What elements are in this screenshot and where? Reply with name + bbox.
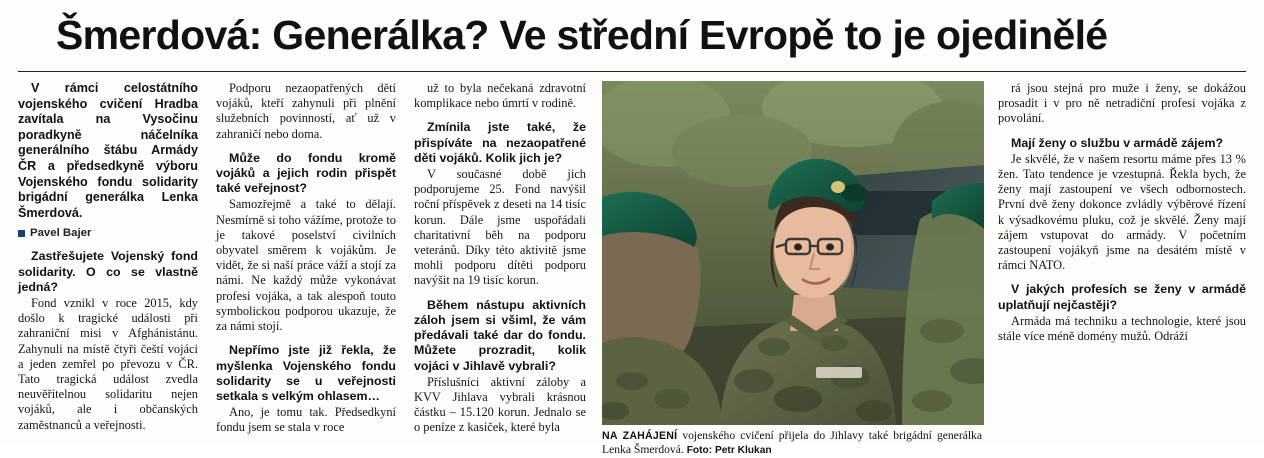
- question-heading: Zastřešujete Vojenský fond solidarity. O co se vlastně jedná?: [18, 249, 198, 294]
- question-heading: Nepřímo jste již řekla, že myšlenka Vojenského fondu solidarity se u veřejnosti setkala s velkým ohlasem…: [216, 343, 396, 403]
- question-heading: Během nástupu aktivních záloh jsem si všiml, že vám předávali také dar do fondu. Můžete prozradit, kolik vojáci v Jihlavě vybrali?: [414, 297, 586, 373]
- caption-text: vojenského cvičení přijela do Jihlavy také brigádní generálka Lenka Šmerdová.: [602, 429, 982, 457]
- answer-paragraph: Příslušníci aktivní záloby a KVV Jihlava vybrali krásnou částku – 15.120 korun. Jednalo se o peníze z kasiček, které byla: [414, 374, 586, 435]
- photo-credit: Foto: Petr Klukan: [686, 445, 772, 457]
- caption-label: NA ZAHÁJENÍ: [602, 430, 678, 443]
- photo-brigadier-general: [602, 81, 984, 425]
- byline: [18, 227, 198, 239]
- bullet-square-icon: [18, 230, 25, 237]
- answer-paragraph: Je skvělé, že v našem resortu máme přes 13 % žen. Tato tendence je vzestupná. Řekla bych, že ženy mají zastoupení ve všech odbornostech. První dvě ženy dokonce zvládly výběrové řízení k výsadkovému pluku, což je skvělé. Ženy mají zájem vstupovat do armády. V početním zastoupení vojákyň jsme na desátém místě v rámci NATO.: [998, 151, 1246, 273]
- answer-paragraph: Samozřejmě a také to dělají. Nesmírně si toho vážíme, protože to je takové poselství civilních obyvatel směrem k vojákům. Je vidět, že si naší práce váží a stojí za námi. Ne každý může vykonávat profesi vojáka, a tak alespoň touto symbolickou podporou ukazuje, že za námi stojí.: [216, 197, 396, 334]
- column-2: [212, 81, 410, 443]
- column-4-photo: [600, 81, 990, 457]
- answer-paragraph: Fond vznikl v roce 2015, kdy došlo k tragické události při zahraniční misi v Afghánistánu. Zahynuli na místě čtyři čeští vojáci a jeden zemřel po převozu v ČR. Tato tragická událost zvedla neuvěřitelnou solidaritu nejen vojáků, ale i občanských zaměstnanců a veřejnosti.: [18, 296, 198, 432]
- page-title: Šmerdová: Generálka? Ve střední Evropě to je ojedinělé: [56, 12, 1108, 58]
- answer-paragraph: Armáda má techniku a technologie, které jsou stále více méně domény mužů. Odráží: [998, 313, 1246, 344]
- answer-paragraph: rá jsou stejná pro muže i ženy, se dokážou prosadit i v pro ně netradiční profesi vojáka z povolání.: [998, 81, 1246, 126]
- answer-paragraph: V současné době jich podporujeme 25. Fond navýšil roční příspěvek z deseti na 14 tisíc korun. Dále jsme uspořádali charitativní běh na podporu veteránů. Díky této aktivitě jsme mohli podporu dítěti podporu navýšit na 19 tisíc korun.: [414, 167, 586, 288]
- question-heading: Může do fondu kromě vojáků a jejich rodin přispět také veřejnost?: [216, 150, 396, 196]
- question-heading: Mají ženy o službu v armádě zájem?: [1011, 135, 1224, 150]
- column-3: [410, 81, 600, 443]
- divider: [18, 71, 1246, 72]
- column-5: [990, 81, 1246, 443]
- lead-paragraph: V rámci celostátního vojenského cvičení Hradba zavítala na Vysočinu poradkyně náčelníka generálního štábu Armády ČR a předsedkyně výboru Vojenského fondu solidarity brigádní generálka Lenka Šmerdová.: [18, 81, 198, 220]
- column-1: [18, 81, 212, 443]
- answer-paragraph: už to byla nečekaná zdravotní komplikace nebo úmrtí v rodině.: [414, 81, 586, 111]
- answer-paragraph: Ano, je tomu tak. Předsedkyní fondu jsem se stala v roce: [216, 405, 396, 435]
- question-heading: Zmínila jste také, že přispíváte na nezaopatřené děti vojáků. Kolik jich je?: [414, 120, 586, 165]
- answer-paragraph: Podporu nezaopatřených dětí vojáků, kteří zahynuli při plnění služebních povinností, ať už v zahraničí nebo doma.: [216, 81, 396, 141]
- question-heading: V jakých profesích se ženy v armádě uplatňují nejčastěji?: [998, 282, 1246, 312]
- byline-author: Pavel Bajer: [30, 227, 92, 240]
- article-columns: [18, 81, 1246, 457]
